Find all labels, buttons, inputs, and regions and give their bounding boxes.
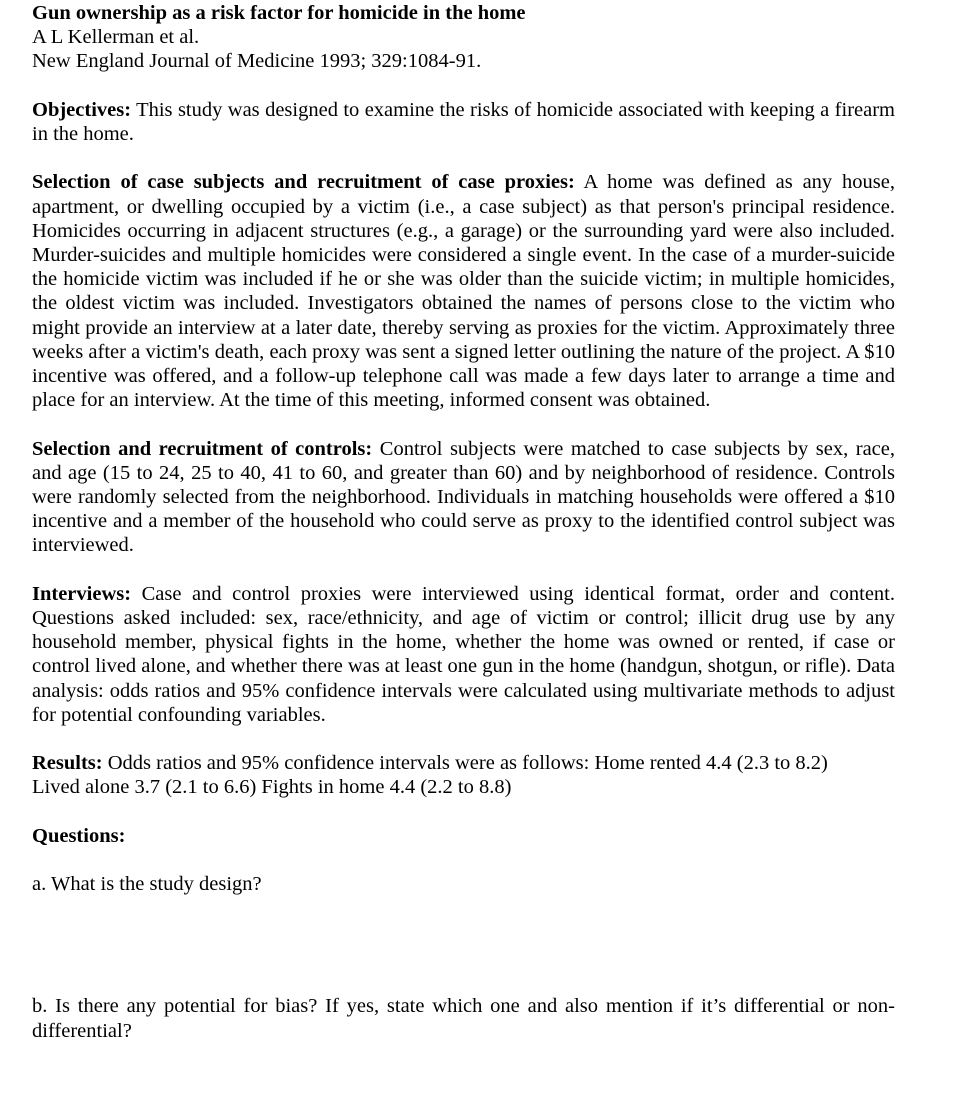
document-page: [32, 1, 895, 1043]
citation-block: [32, 1, 895, 74]
objectives-paragraph: [32, 98, 895, 146]
results-line-2: Lived alone 3.7 (2.1 to 6.6) Fights in home 4.4 (2.2 to 8.8): [32, 776, 512, 799]
objectives-heading: Objectives:: [32, 98, 132, 121]
interviews-text: Case and control proxies were interviewed using identical format, order and content. Questions asked included: sex, race/ethnicity, and age of victim or control; illicit drug use by any household member, physical fights in the home, whether the home was owned or rented, if case or control lived alone, and whether there was at least one gun in the home (handgun, shotgun, or rifle). Data analysis: odds ratios and 95% confidence intervals were calculated using multivariate methods to adjust for potential confounding variables.: [32, 582, 896, 726]
objectives-text: This study was designed to examine the risks of homicide associated with keeping a firearm in the home.: [32, 98, 895, 145]
article-authors: A L Kellerman et al.: [32, 26, 200, 49]
article-citation: New England Journal of Medicine 1993; 329:1084-91.: [32, 50, 482, 73]
case-selection-heading: Selection of case subjects and recruitment of case proxies:: [32, 171, 575, 194]
controls-paragraph: [32, 437, 895, 558]
questions-heading: Questions:: [32, 824, 126, 847]
question-b: b. Is there any potential for bias? If yes, state which one and also mention if it’s differential or non-differential?: [32, 995, 895, 1042]
interviews-paragraph: [32, 582, 895, 727]
case-selection-paragraph: [32, 170, 895, 412]
results-paragraph: [32, 751, 895, 799]
results-heading: Results:: [32, 752, 103, 775]
case-selection-text: A home was defined as any house, apartment, or dwelling occupied by a victim (i.e., a case subject) as that person's principal residence. Homicides occurring in adjacent structures (e.g., a garage) or the surrounding yard were also included. Murder-suicides and multiple homicides were considered a single event. In the case of a murder-suicide the homicide victim was included if he or she was older than the suicide victim; in multiple homicides, the oldest victim was included. Investigators obtained the names of persons close to the victim who might provide an interview at a later date, thereby serving as proxies for the victim. Approximately three weeks after a victim's death, each proxy was sent a signed letter outlining the nature of the project. A $10 incentive was offered, and a follow-up telephone call was made a few days later to arrange a time and place for an interview. At the time of this meeting, informed consent was obtained.: [32, 171, 895, 412]
results-line-1: [32, 751, 895, 775]
controls-text: Control subjects were matched to case subjects by sex, race, and age (15 to 24, 25 to 40, 41 to 60, and greater than 60) and by neighborhood of residence. Controls were randomly selected from the neighborhood. Individuals in matching households were offered a $10 incentive and a member of the household who could serve as proxy to the identified control subject was interviewed.: [32, 437, 896, 557]
controls-heading: Selection and recruitment of controls:: [32, 437, 373, 460]
results-text-1: Odds ratios and 95% confidence intervals were as follows: Home rented 4.4 (2.3 to 8.2): [102, 752, 828, 775]
interviews-heading: Interviews:: [32, 582, 132, 605]
question-a: a. What is the study design?: [32, 873, 262, 896]
article-title: Gun ownership as a risk factor for homicide in the home: [32, 2, 526, 24]
